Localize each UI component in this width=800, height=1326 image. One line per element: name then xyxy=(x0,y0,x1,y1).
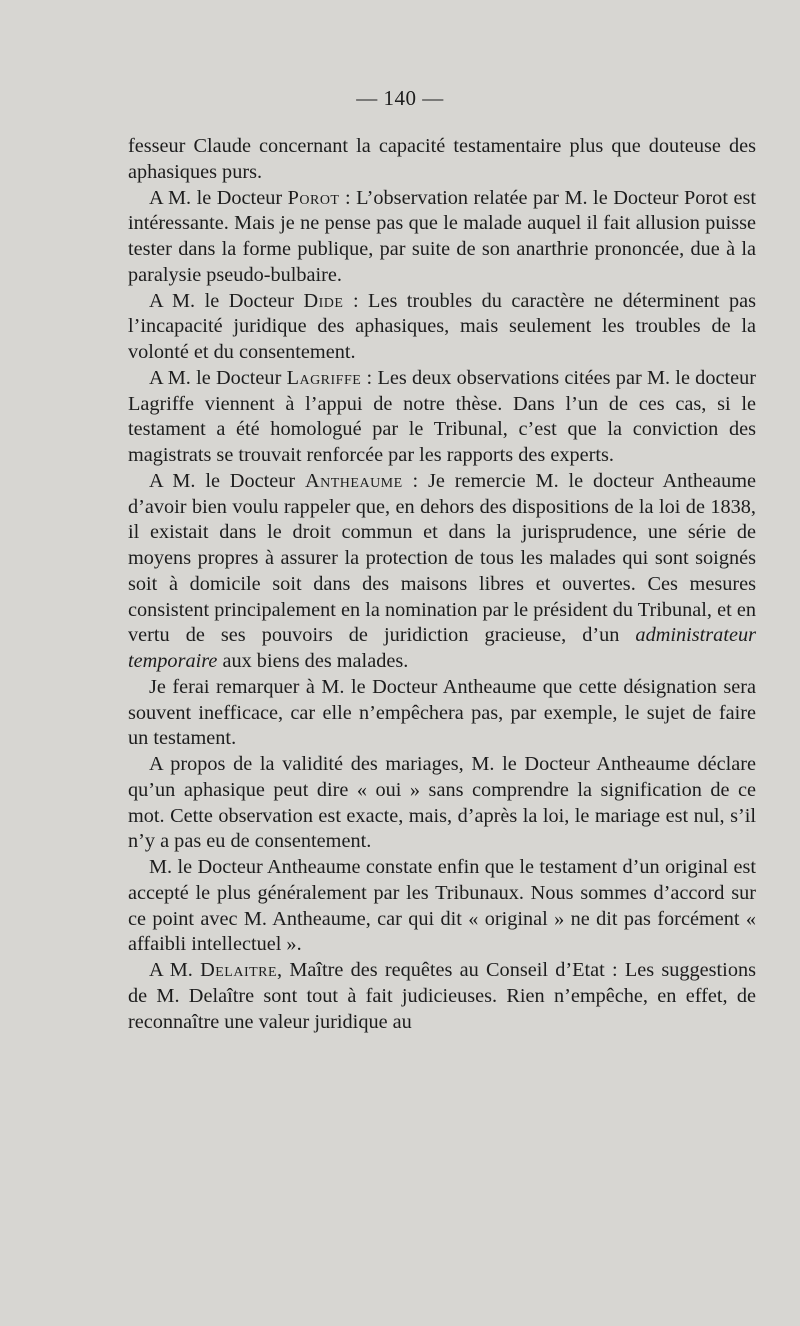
paragraph-reply-porot xyxy=(128,186,756,289)
paragraph-continuation: fesseur Claude concernant la capacité testamentaire plus que douteuse des aphasiques purs. xyxy=(128,135,756,183)
paragraph-text: : L’observation relatée par M. le Docteur Porot est intéressante. Mais je ne pense pas que le malade auquel il fait allusion puisse tester dans la forme publique, par suite de son anarthrie prononcée, due à la paralysie pseudo-bulbaire. xyxy=(128,186,756,286)
paragraph-remark: Je ferai remarquer à M. le Docteur Antheaume que cette désignation sera souvent inefficace, car elle n’empêchera pas, par exemple, le sujet de faire un testament. xyxy=(128,675,756,750)
paragraph-marriage: A propos de la validité des mariages, M. le Docteur Antheaume déclare qu’un aphasique peut dire « oui » sans comprendre la signification de ce mot. Cette observation est exacte, mais, d’après la loi, le mariage est nul, s’il n’y a pas eu de consentement. xyxy=(128,753,756,853)
address-prefix: A M. le Docteur xyxy=(149,469,305,492)
paragraph-reply-delaitre xyxy=(128,958,756,1035)
person-name-lagriffe: Lagriffe xyxy=(286,366,362,389)
address-prefix: A M. xyxy=(149,959,201,981)
address-prefix: A M. le Docteur xyxy=(149,366,287,389)
address-prefix: A M. le Docteur xyxy=(149,289,304,312)
italic-term: administrateur temporaire xyxy=(128,624,756,672)
person-name-delaitre: Delaitre xyxy=(200,959,278,981)
paragraph-original: M. le Docteur Antheaume constate enfin que le testament d’un original est accepté le plus généralement par les Tribunaux. Nous sommes d’accord sur ce point avec M. Antheaume, car qui dit « original » ne dit pas forcément « affaibli intellectuel ». xyxy=(128,856,756,956)
paragraph-text: , Maître des requêtes au Conseil d’Etat : Les suggestions de M. Delaître sont tout à fait judicieuses. Rien n’empêche, en effet, de reconnaître une valeur juridique au xyxy=(128,959,756,1033)
paragraph-text: : Les troubles du caractère ne déterminent pas l’incapacité juridique des aphasiques, mais seulement les troubles de la volonté et du consentement. xyxy=(128,289,756,363)
address-prefix: A M. le Docteur xyxy=(149,186,288,209)
page-number: — 140 — xyxy=(356,86,444,110)
person-name-dide: Dide xyxy=(303,289,344,312)
body-text xyxy=(128,134,756,1035)
paragraph-text-end: aux biens des malades. xyxy=(217,650,409,672)
person-name-porot: Porot xyxy=(287,186,340,209)
paragraph-reply-dide xyxy=(128,289,756,366)
paragraph-reply-antheaume xyxy=(128,469,756,675)
paragraph-text: : Je remercie M. le docteur Antheaume d’avoir bien voulu rappeler que, en dehors des dispositions de la loi de 1838, il existait dans le droit commun et dans la jurisprudence, une série de moyens propres à assurer la protection de tous les malades qui sont soignés soit à domicile soit dans des maisons libres et ouvertes. Ces mesures consistent principalement en la nomination par le président du Tribunal, et en vertu de ses pouvoirs de juridiction gracieuse, d’un xyxy=(128,469,756,647)
paragraph-reply-lagriffe xyxy=(128,366,756,469)
person-name-antheaume: Antheaume xyxy=(304,469,403,492)
paragraph-text: : Les deux observations citées par M. le docteur Lagriffe viennent à l’appui de notre thèse. Dans l’un de ces cas, si le testament a été homologué par le Tribunal, c’est que la conviction des magistrats se trouvait renforcée par les rapports des experts. xyxy=(128,366,756,466)
